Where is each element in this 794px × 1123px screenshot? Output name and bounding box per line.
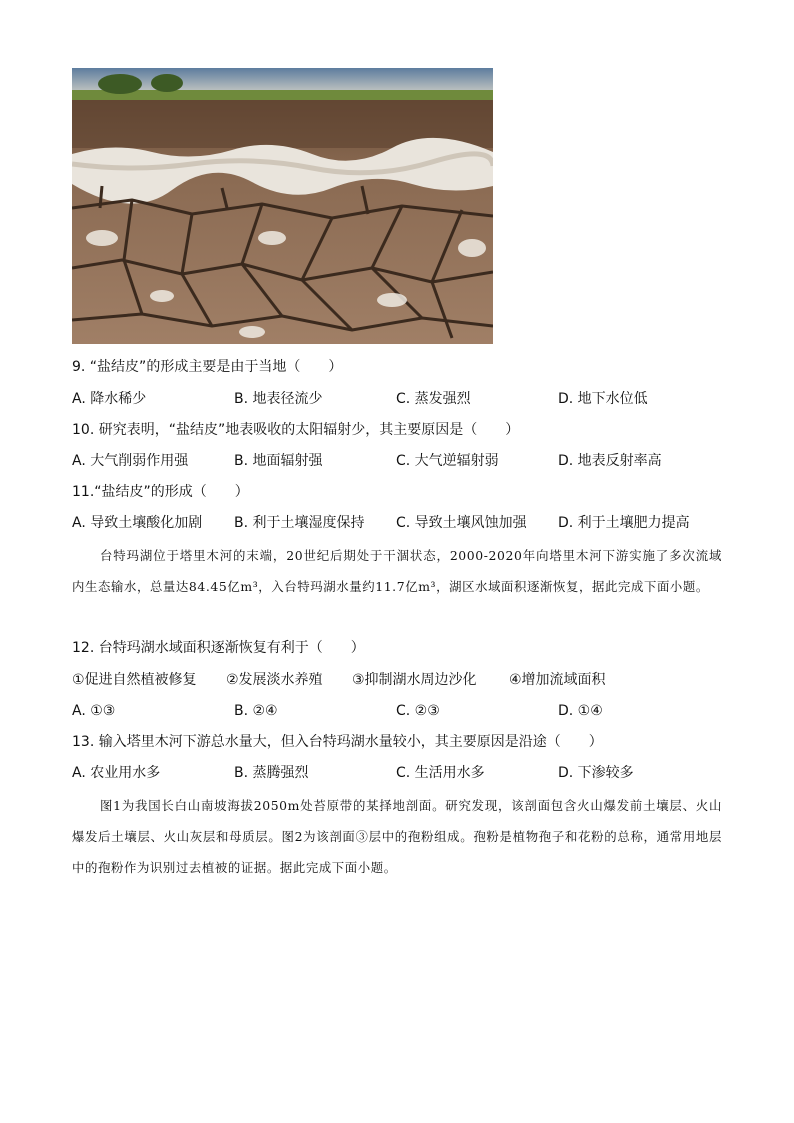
q9-option-b[interactable]: B. 地表径流少: [234, 391, 323, 407]
q12-option-d[interactable]: D. ①④: [558, 703, 603, 719]
question-12-stem: 12. 台特玛湖水域面积逐渐恢复有利于（ ）: [72, 640, 365, 656]
passage-changbai-mountain: 图1为我国长白山南坡海拔2050m处苔原带的某择地剖面。研究发现，该剖面包含火山爆发前土壤层、火山爆发后土壤层、火山灰层和母质层。图2为该剖面③层中的孢粉组成。孢粉是植物孢子和花粉的总称，通常用地层中的孢粉作为识别过去植被的证据。据此完成下面小题。: [72, 798, 722, 875]
q9-option-a[interactable]: A. 降水稀少: [72, 391, 147, 407]
q10-option-a[interactable]: A. 大气削弱作用强: [72, 453, 189, 469]
q13-option-a[interactable]: A. 农业用水多: [72, 765, 161, 781]
question-13-stem: 13. 输入塔里木河下游总水量大，但入台特玛湖水量较小，其主要原因是沿途（ ）: [72, 734, 603, 750]
q12-statement-4: ④增加流域面积: [509, 672, 606, 688]
q13-option-d[interactable]: D. 下渗较多: [558, 765, 634, 781]
q13-option-c[interactable]: C. 生活用水多: [396, 765, 485, 781]
q12-statement-1: ①促进自然植被修复: [72, 672, 197, 688]
q12-statement-3: ③抑制湖水周边沙化: [352, 672, 477, 688]
question-9-options: [72, 389, 722, 409]
q10-option-c[interactable]: C. 大气逆辐射弱: [396, 453, 499, 469]
question-13-options: [72, 763, 722, 783]
question-12-options: [72, 701, 722, 721]
q9-option-d[interactable]: D. 地下水位低: [558, 391, 648, 407]
q13-option-b[interactable]: B. 蒸腾强烈: [234, 765, 309, 781]
question-9-stem: 9. “盐结皮”的形成主要是由于当地（ ）: [72, 359, 343, 375]
q12-option-c[interactable]: C. ②③: [396, 703, 440, 719]
question-11-stem: 11.“盐结皮”的形成（ ）: [72, 484, 249, 500]
question-10-options: [72, 451, 722, 471]
q11-option-a[interactable]: A. 导致土壤酸化加剧: [72, 515, 203, 531]
q12-statement-2: ②发展淡水养殖: [226, 672, 323, 688]
q10-option-d[interactable]: D. 地表反射率高: [558, 453, 662, 469]
q12-option-a[interactable]: A. ①③: [72, 703, 116, 719]
q10-option-b[interactable]: B. 地面辐射强: [234, 453, 323, 469]
q9-option-c[interactable]: C. 蒸发强烈: [396, 391, 471, 407]
question-12-statements: [72, 670, 722, 690]
salt-crust-photo: [72, 68, 493, 344]
question-10-stem: 10. 研究表明，“盐结皮”地表吸收的太阳辐射少，其主要原因是（ ）: [72, 422, 520, 438]
question-11-options: [72, 513, 722, 533]
q11-option-b[interactable]: B. 利于土壤湿度保持: [234, 515, 365, 531]
passage-taitema-lake: 台特玛湖位于塔里木河的末端，20世纪后期处于干涸状态，2000-2020年向塔里木河下游实施了多次流域内生态输水，总量达84.45亿m³，入台特玛湖水量约11.7亿m³，湖区水域面积逐渐恢复，据此完成下面小题。: [72, 548, 722, 594]
q12-option-b[interactable]: B. ②④: [234, 703, 278, 719]
q11-option-c[interactable]: C. 导致土壤风蚀加强: [396, 515, 527, 531]
q11-option-d[interactable]: D. 利于土壤肥力提高: [558, 515, 690, 531]
